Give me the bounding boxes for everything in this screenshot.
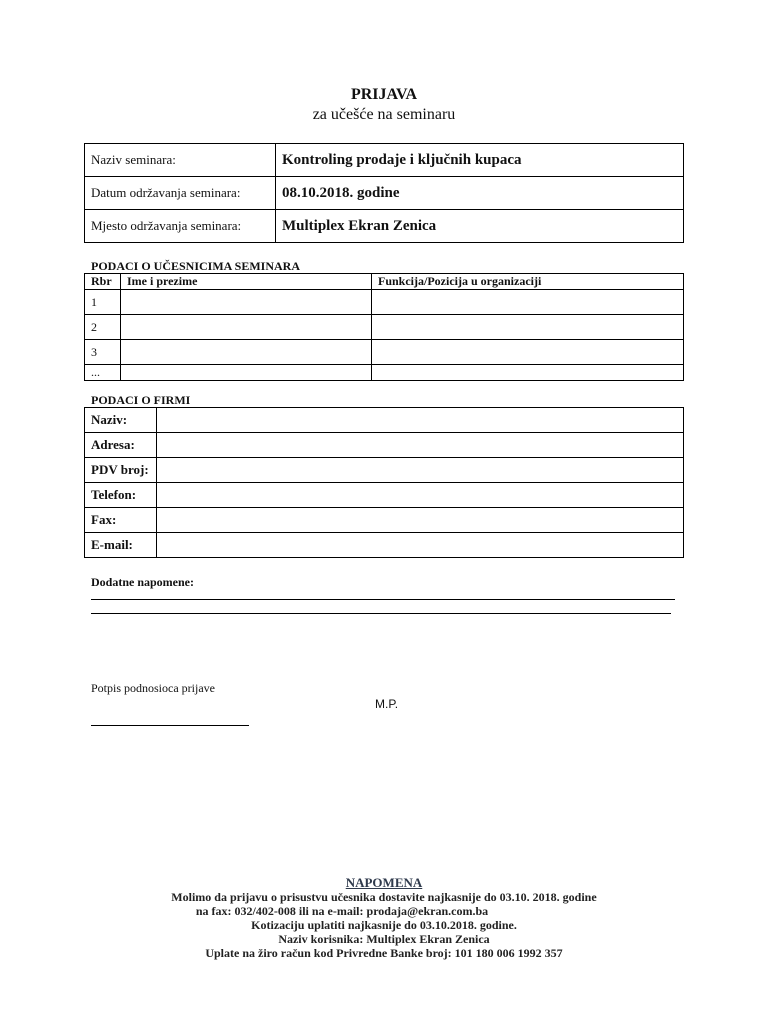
firm-vat-field[interactable] <box>157 458 684 483</box>
table-row <box>85 315 684 340</box>
firm-row-fax <box>85 508 684 533</box>
row-number: 2 <box>85 315 121 340</box>
column-header-rbr: Rbr <box>85 274 121 290</box>
firm-row-phone <box>85 483 684 508</box>
seminar-location-value: Multiplex Ekran Zenica <box>276 210 684 243</box>
seminar-name-value: Kontroling prodaje i ključnih kupaca <box>276 144 684 177</box>
firm-fax-field[interactable] <box>157 508 684 533</box>
seminar-date-row <box>85 177 684 210</box>
firm-address-label: Adresa: <box>85 433 157 458</box>
firm-row-email <box>85 533 684 558</box>
footer-line: na fax: 032/402-008 ili na e-mail: prodaja@ekran.com.ba <box>195 904 489 918</box>
column-header-name: Ime i prezime <box>121 274 372 290</box>
seminar-location-label: Mjesto održavanja seminara: <box>85 210 276 243</box>
seminar-date-label: Datum održavanja seminara: <box>85 177 276 210</box>
notes-line-2[interactable] <box>91 613 671 614</box>
firm-row-vat <box>85 458 684 483</box>
firm-email-label: E-mail: <box>85 533 157 558</box>
firm-name-field[interactable] <box>157 408 684 433</box>
footer-line: Kotizaciju uplatiti najkasnije do 03.10.2018. godine. <box>251 918 517 932</box>
row-number: 3 <box>85 340 121 365</box>
firm-vat-label: PDV broj: <box>85 458 157 483</box>
footer-line: Molimo da prijavu o prisustvu učesnika dostavite najkasnije do 03.10. 2018. godine <box>171 890 597 904</box>
firm-name-label: Naziv: <box>85 408 157 433</box>
footer-line: Naziv korisnika: Multiplex Ekran Zenica <box>278 932 490 946</box>
footer-note <box>0 876 768 960</box>
firm-email-field[interactable] <box>157 533 684 558</box>
firm-section-title: PODACI O FIRMI <box>91 393 191 407</box>
participants-table <box>84 273 684 381</box>
seminar-name-row <box>85 144 684 177</box>
footer-line: Uplate na žiro račun kod Privredne Banke broj: 101 180 006 1992 357 <box>205 946 563 960</box>
row-number: 1 <box>85 290 121 315</box>
participants-section-title: PODACI O UČESNICIMA SEMINARA <box>91 259 301 273</box>
position-cell[interactable] <box>372 365 684 381</box>
signature-label: Potpis podnosioca prijave <box>91 681 215 695</box>
name-cell[interactable] <box>121 340 372 365</box>
signature-line[interactable] <box>91 725 249 726</box>
firm-fax-label: Fax: <box>85 508 157 533</box>
firm-phone-label: Telefon: <box>85 483 157 508</box>
seminar-name-label: Naziv seminara: <box>85 144 276 177</box>
position-cell[interactable] <box>372 290 684 315</box>
table-row <box>85 340 684 365</box>
table-row <box>85 290 684 315</box>
notes-line-1[interactable] <box>91 599 675 600</box>
firm-phone-field[interactable] <box>157 483 684 508</box>
stamp-label: M.P. <box>375 697 399 711</box>
firm-row-address <box>85 433 684 458</box>
firm-address-field[interactable] <box>157 433 684 458</box>
document-title: PRIJAVA <box>350 86 418 103</box>
position-cell[interactable] <box>372 340 684 365</box>
name-cell[interactable] <box>121 290 372 315</box>
document-subtitle: za učešće na seminaru <box>312 106 456 123</box>
footer-heading: NAPOMENA <box>345 875 423 890</box>
name-cell[interactable] <box>121 315 372 340</box>
participants-header-row <box>85 274 684 290</box>
notes-label: Dodatne napomene: <box>91 575 195 589</box>
seminar-location-row <box>85 210 684 243</box>
table-row <box>85 365 684 381</box>
firm-info-table <box>84 407 684 558</box>
column-header-position: Funkcija/Pozicija u organizaciji <box>372 274 684 290</box>
name-cell[interactable] <box>121 365 372 381</box>
firm-row-name <box>85 408 684 433</box>
seminar-info-table <box>84 143 684 243</box>
row-number: ... <box>85 365 121 381</box>
seminar-date-value: 08.10.2018. godine <box>276 177 684 210</box>
position-cell[interactable] <box>372 315 684 340</box>
